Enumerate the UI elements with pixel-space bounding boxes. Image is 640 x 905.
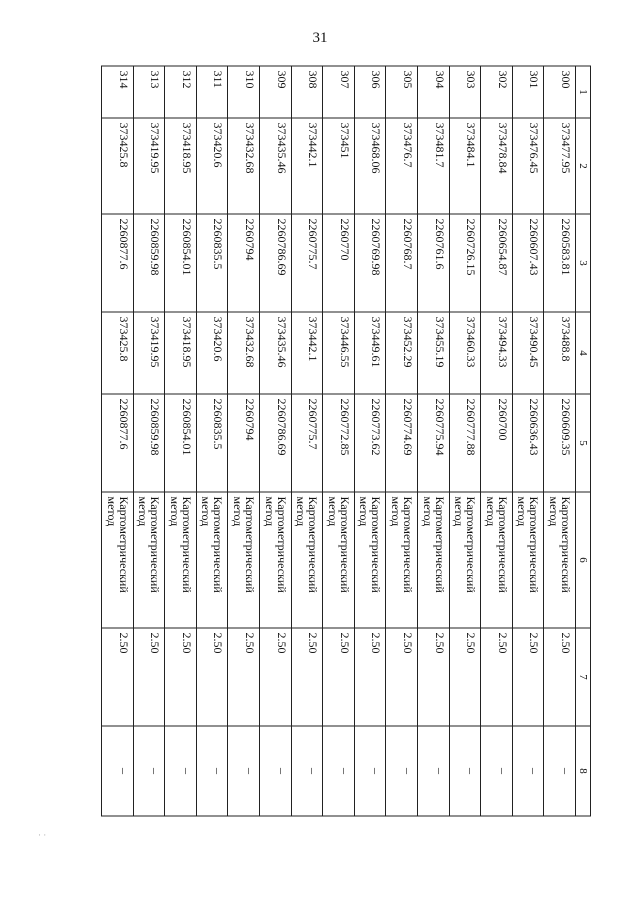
table-cell: 2260854.01 [165, 394, 197, 492]
table-cell: 2260786.69 [260, 394, 292, 492]
table-cell: – [354, 726, 386, 816]
table-cell: 2.50 [102, 628, 134, 726]
column-header: 6 [576, 492, 591, 628]
table-cell: 2260609.35 [544, 394, 576, 492]
coordinates-table [101, 66, 591, 817]
table-cell: 2260607.43 [512, 214, 544, 312]
table-row [228, 66, 260, 816]
table-cell: 314 [102, 66, 134, 118]
table-cell: 373468.06 [354, 118, 386, 214]
table-cell: 2.50 [133, 628, 165, 726]
table-cell: Картометрический метод [512, 492, 544, 628]
table-cell: Картометрический метод [133, 492, 165, 628]
table-cell: 373455.19 [418, 312, 450, 394]
table-cell: 303 [449, 66, 481, 118]
table-cell: 2260877.6 [102, 394, 134, 492]
table-cell: Картометрический метод [544, 492, 576, 628]
table-cell: 313 [133, 66, 165, 118]
table-cell: – [323, 726, 355, 816]
table-cell: 373435.46 [260, 118, 292, 214]
table-cell: Картометрический метод [418, 492, 450, 628]
table-cell: – [260, 726, 292, 816]
table-row [323, 66, 355, 816]
table-cell: – [291, 726, 323, 816]
table-cell: 2260786.69 [260, 214, 292, 312]
table-cell: 373425.8 [102, 312, 134, 394]
table-cell: 2.50 [260, 628, 292, 726]
table-cell: 311 [196, 66, 228, 118]
table-row [260, 66, 292, 816]
table-cell: 2.50 [481, 628, 513, 726]
table-cell: Картометрический метод [165, 492, 197, 628]
table-cell: Картометрический метод [291, 492, 323, 628]
table-cell: 373420.6 [196, 118, 228, 214]
table-row [449, 66, 481, 816]
table-cell: 373432.68 [228, 118, 260, 214]
table-cell: 2260700 [481, 394, 513, 492]
table-cell: 2260859.98 [133, 214, 165, 312]
table-cell: 301 [512, 66, 544, 118]
table-row [133, 66, 165, 816]
table-row [165, 66, 197, 816]
table-cell: 2260768.7 [386, 214, 418, 312]
table-cell: 2260773.62 [354, 394, 386, 492]
table-cell: 2260636.43 [512, 394, 544, 492]
table-cell: 2260770 [323, 214, 355, 312]
margin-mark: · · [38, 830, 47, 840]
column-header: 3 [576, 214, 591, 312]
table-cell: 2260794 [228, 394, 260, 492]
table-cell: 309 [260, 66, 292, 118]
page-number: 31 [312, 30, 328, 46]
table-row [196, 66, 228, 816]
table-cell: 373452.29 [386, 312, 418, 394]
table-cell: 373432.68 [228, 312, 260, 394]
table-cell: – [165, 726, 197, 816]
table-cell: 373449.61 [354, 312, 386, 394]
table-row [291, 66, 323, 816]
table-cell: 2260772.85 [323, 394, 355, 492]
table-cell: 308 [291, 66, 323, 118]
table-cell: 305 [386, 66, 418, 118]
table-row [354, 66, 386, 816]
table-cell: 2.50 [418, 628, 450, 726]
table-cell: 2260761.6 [418, 214, 450, 312]
table-cell: – [196, 726, 228, 816]
table-cell: 373460.33 [449, 312, 481, 394]
table-cell: Картометрический метод [323, 492, 355, 628]
table-cell: 2260583.81 [544, 214, 576, 312]
table-cell: 2260654.87 [481, 214, 513, 312]
table-cell: – [386, 726, 418, 816]
table-cell: 373442.1 [291, 118, 323, 214]
table-cell: 373477.95 [544, 118, 576, 214]
table-cell: 2260859.98 [133, 394, 165, 492]
table-cell: 373418.95 [165, 118, 197, 214]
table-cell: 373420.6 [196, 312, 228, 394]
table-cell: 2260775.94 [418, 394, 450, 492]
table-cell: Картометрический метод [102, 492, 134, 628]
table-cell: – [544, 726, 576, 816]
table-cell: 373476.45 [512, 118, 544, 214]
table-cell: – [102, 726, 134, 816]
table-cell: – [512, 726, 544, 816]
table-cell: 2.50 [196, 628, 228, 726]
table-cell: 373476.7 [386, 118, 418, 214]
column-header: 5 [576, 394, 591, 492]
table-cell: 2260777.88 [449, 394, 481, 492]
table-cell: 2.50 [354, 628, 386, 726]
table-cell: 2.50 [323, 628, 355, 726]
table-cell: 2260877.6 [102, 214, 134, 312]
column-header: 4 [576, 312, 591, 394]
table-cell: 2.50 [386, 628, 418, 726]
table-cell: 373484.1 [449, 118, 481, 214]
table-cell: 373418.95 [165, 312, 197, 394]
table-cell: 2260775.7 [291, 394, 323, 492]
table-cell: 302 [481, 66, 513, 118]
table-cell: – [133, 726, 165, 816]
table-cell: 373481.7 [418, 118, 450, 214]
table-cell: 373419.95 [133, 118, 165, 214]
table-row [386, 66, 418, 816]
table-cell: 2260774.69 [386, 394, 418, 492]
table-cell: 373490.45 [512, 312, 544, 394]
table-cell: 2260775.7 [291, 214, 323, 312]
table-cell: 373478.84 [481, 118, 513, 214]
table-cell: 373435.46 [260, 312, 292, 394]
table-cell: 373451 [323, 118, 355, 214]
table-cell: 2260769.98 [354, 214, 386, 312]
table-cell: 373419.95 [133, 312, 165, 394]
table-cell: 2260835.5 [196, 214, 228, 312]
table-cell: – [228, 726, 260, 816]
table-cell: 300 [544, 66, 576, 118]
table-cell: – [481, 726, 513, 816]
table-cell: 2.50 [449, 628, 481, 726]
table-cell: Картометрический метод [196, 492, 228, 628]
table-cell: 373446.55 [323, 312, 355, 394]
table-cell: 310 [228, 66, 260, 118]
table-cell: 304 [418, 66, 450, 118]
table-cell: 307 [323, 66, 355, 118]
table-cell: 2260854.01 [165, 214, 197, 312]
column-header: 8 [576, 726, 591, 816]
table-cell: 2.50 [291, 628, 323, 726]
column-header: 2 [576, 118, 591, 214]
table-cell: Картометрический метод [354, 492, 386, 628]
table-cell: 373488.8 [544, 312, 576, 394]
table-cell: 2.50 [512, 628, 544, 726]
table-cell: 306 [354, 66, 386, 118]
table-row [418, 66, 450, 816]
table-header-row [576, 66, 591, 816]
table-cell: 2260794 [228, 214, 260, 312]
table-cell: 373442.1 [291, 312, 323, 394]
table-cell: 2260726.15 [449, 214, 481, 312]
table-cell: Картометрический метод [228, 492, 260, 628]
table-body [102, 66, 576, 816]
table-row [481, 66, 513, 816]
table-cell: 2260835.5 [196, 394, 228, 492]
table-cell: Картометрический метод [449, 492, 481, 628]
table-cell: 373494.33 [481, 312, 513, 394]
column-header: 7 [576, 628, 591, 726]
table-row [512, 66, 544, 816]
table-cell: 2.50 [165, 628, 197, 726]
table-row [544, 66, 576, 816]
table-cell: 312 [165, 66, 197, 118]
column-header: 1 [576, 66, 591, 118]
table-cell: 373425.8 [102, 118, 134, 214]
table-row [102, 66, 134, 816]
coordinates-table-container [101, 66, 591, 816]
table-cell: Картометрический метод [481, 492, 513, 628]
table-cell: – [418, 726, 450, 816]
table-cell: – [449, 726, 481, 816]
table-cell: 2.50 [544, 628, 576, 726]
table-cell: 2.50 [228, 628, 260, 726]
table-cell: Картометрический метод [386, 492, 418, 628]
table-cell: Картометрический метод [260, 492, 292, 628]
